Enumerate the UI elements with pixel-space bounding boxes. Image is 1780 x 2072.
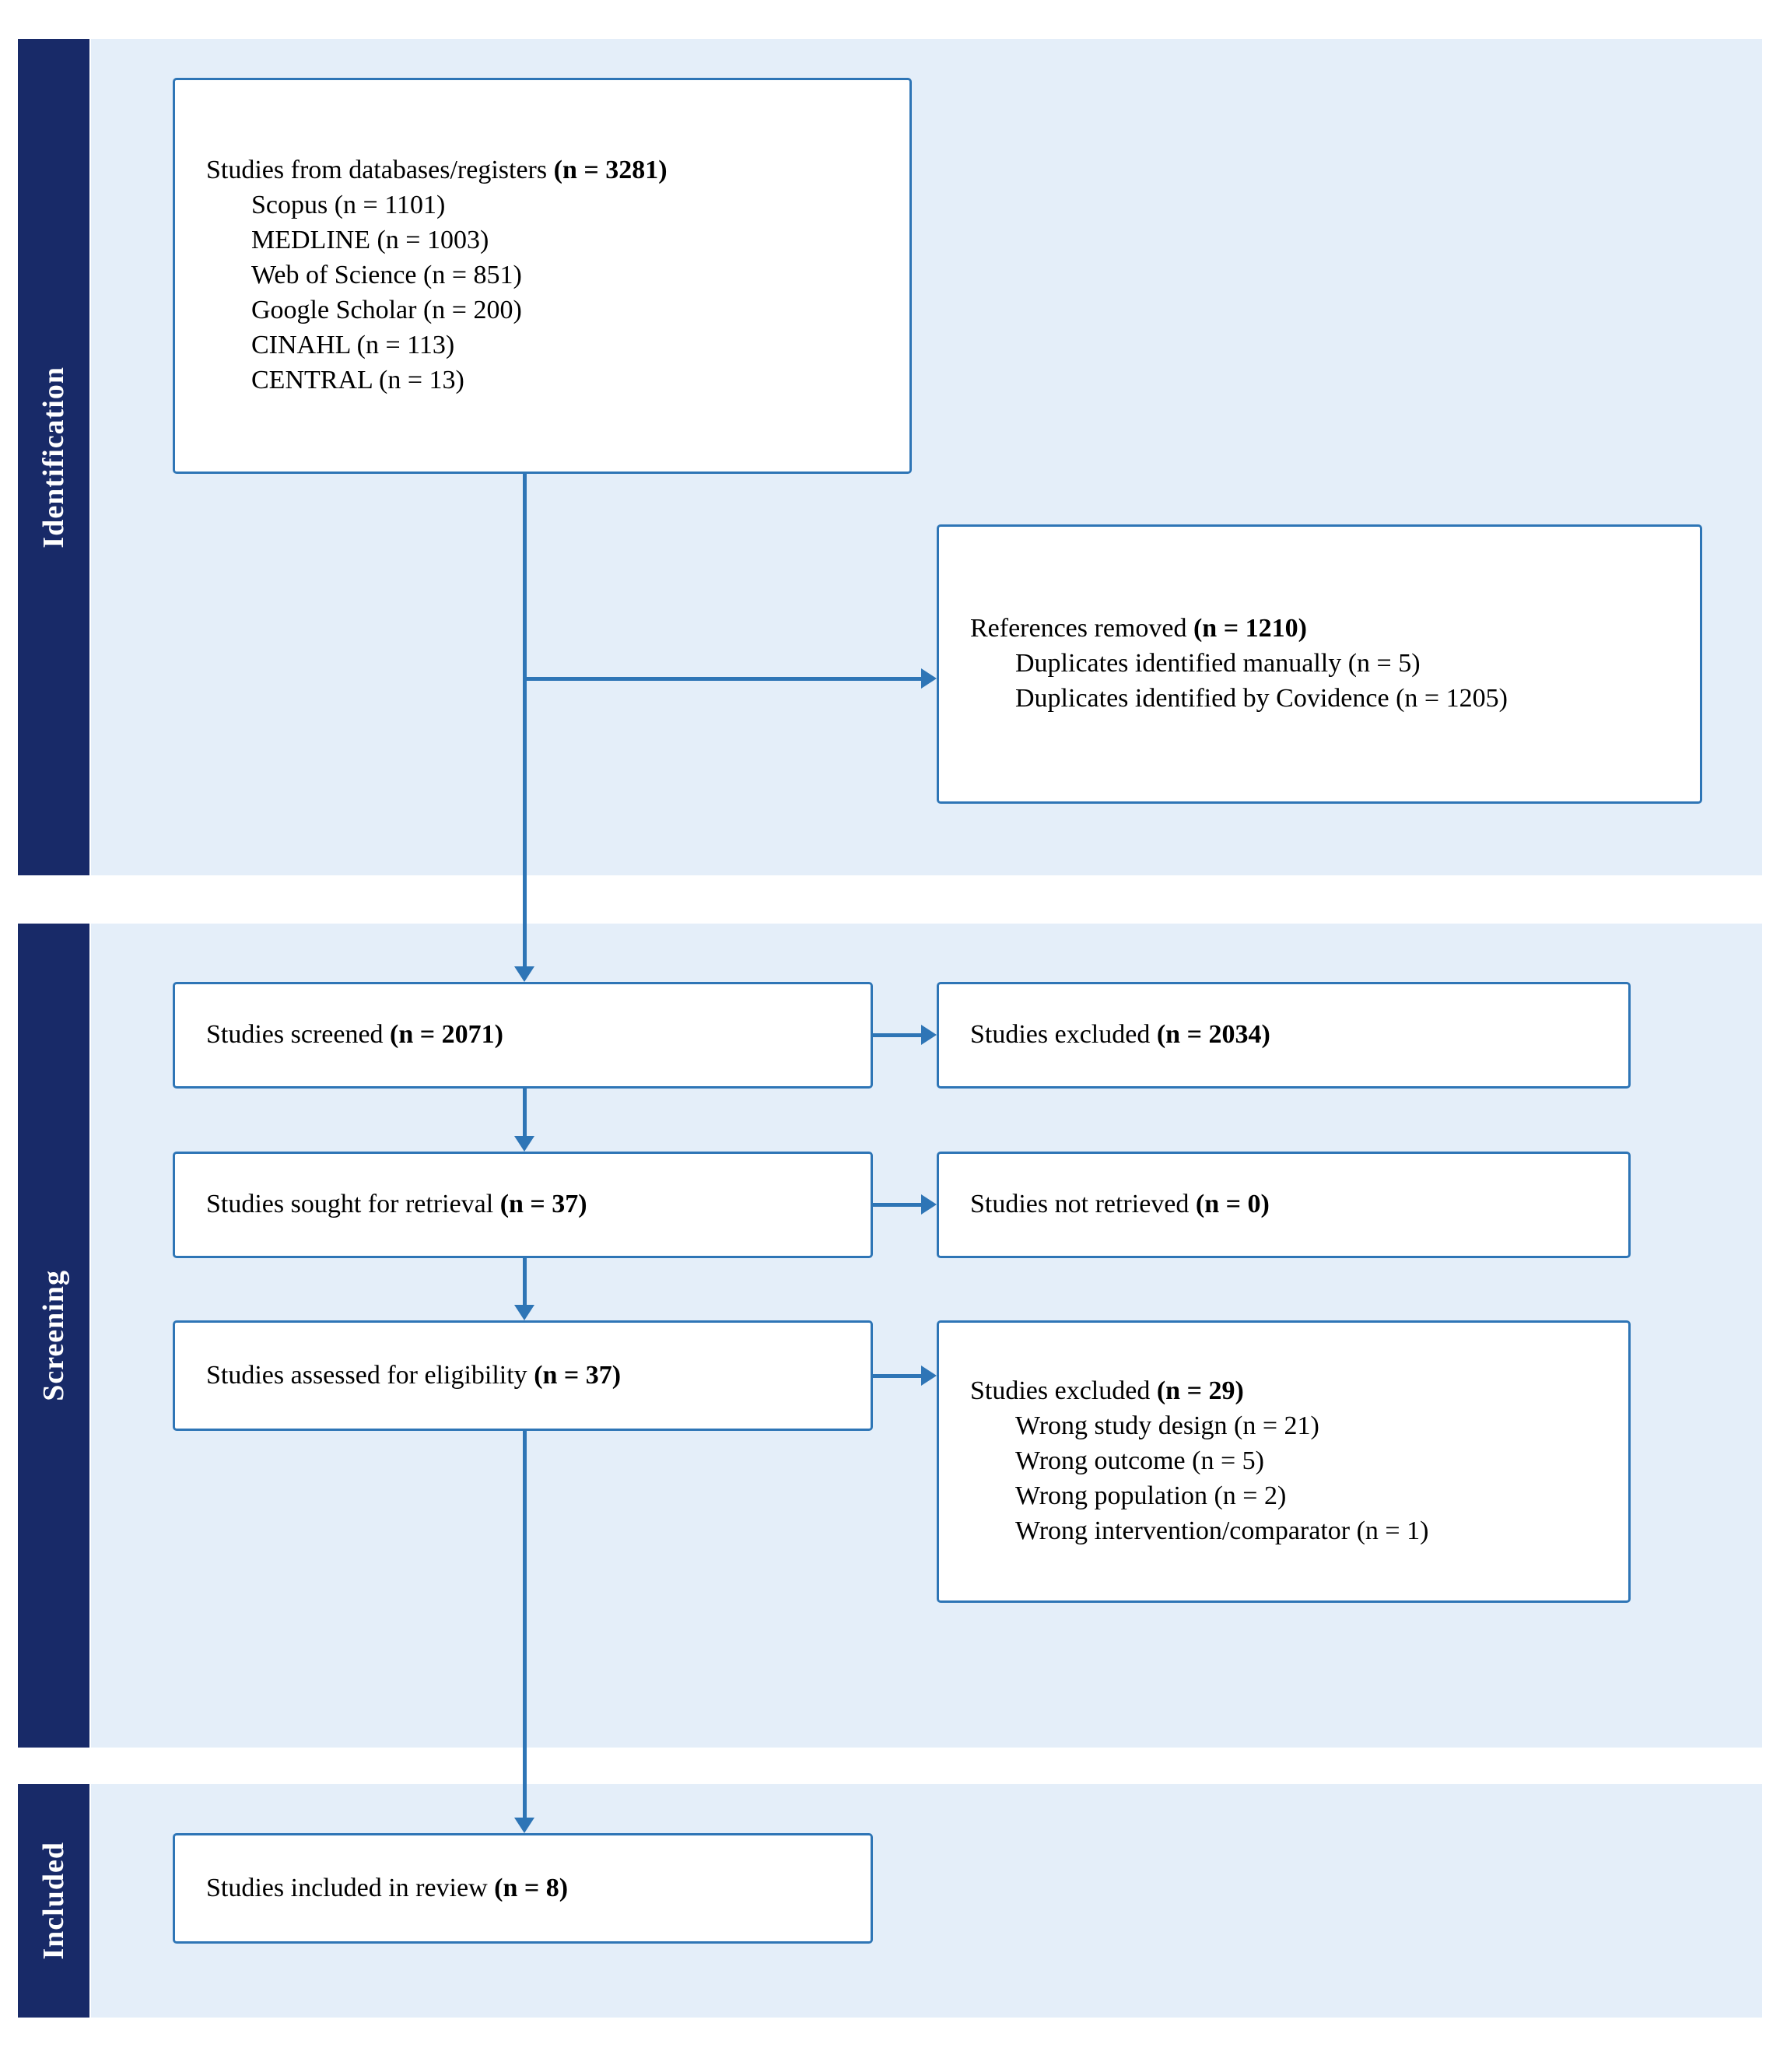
arrow-right-icon <box>921 1194 937 1215</box>
arrow-down-icon <box>514 1136 534 1152</box>
box-item: CINAHL (n = 113) <box>251 330 455 359</box>
box-not-retrieved <box>937 1152 1631 1258</box>
box-screened <box>173 982 873 1089</box>
box-title-text: Studies excluded <box>970 1020 1157 1050</box>
box-item: MEDLINE (n = 1003) <box>251 226 489 255</box>
box-item: Wrong population (n = 2) <box>1015 1481 1287 1510</box>
box-item: Duplicates identified manually (n = 5) <box>1015 649 1421 678</box>
sidebar-screening-label: Screening <box>37 1270 70 1401</box>
sidebar-screening <box>18 924 89 1748</box>
arrow-branch-to-references-removed-line <box>524 677 921 681</box>
arrow-right-icon <box>921 668 937 689</box>
box-title-text: Studies not retrieved <box>970 1190 1196 1219</box>
box-item: Web of Science (n = 851) <box>251 261 522 290</box>
sidebar-included <box>18 1784 89 2018</box>
box-item: Google Scholar (n = 200) <box>251 295 522 324</box>
box-title-text: Studies sought for retrieval <box>206 1190 500 1219</box>
box-title-count: (n = 2034) <box>1156 1020 1270 1050</box>
box-item: Duplicates identified by Covidence (n = 1205) <box>1015 683 1508 713</box>
sidebar-identification <box>18 39 89 875</box>
arrow-right-icon <box>921 1025 937 1045</box>
box-item: Scopus (n = 1101) <box>251 191 446 220</box>
box-item: Wrong outcome (n = 5) <box>1015 1446 1264 1476</box>
box-title <box>206 1187 852 1222</box>
sidebar-included-label: Included <box>37 1842 70 1960</box>
arrow-databases-to-screened-line <box>523 474 527 966</box>
arrow-screened-to-sought-line <box>523 1089 527 1136</box>
box-title-text: Studies screened <box>206 1020 391 1050</box>
box-title-count: (n = 2071) <box>390 1020 503 1050</box>
box-title <box>970 612 1681 647</box>
arrow-down-icon <box>514 1305 534 1320</box>
box-title-count: (n = 29) <box>1156 1376 1244 1406</box>
box-excluded-screening <box>937 982 1631 1089</box>
arrow-sought-to-assessed-line <box>523 1258 527 1305</box>
box-excluded-eligibility <box>937 1320 1631 1603</box>
box-title-count: (n = 0) <box>1195 1190 1270 1219</box>
box-item: Wrong study design (n = 21) <box>1015 1411 1319 1441</box>
box-references-removed <box>937 524 1702 804</box>
box-title-count: (n = 1210) <box>1193 614 1307 643</box>
sidebar-identification-label: Identification <box>37 366 70 549</box>
arrow-sought-to-not-retrieved-line <box>873 1203 921 1207</box>
box-title <box>970 1187 1610 1222</box>
box-title-count: (n = 37) <box>534 1360 622 1390</box>
box-title-text: Studies from databases/registers <box>206 156 554 185</box>
box-databases <box>173 78 912 474</box>
box-title <box>206 1871 852 1906</box>
box-assessed-eligibility <box>173 1320 873 1431</box>
box-title-text: Studies included in review <box>206 1873 495 1902</box>
box-title <box>970 1374 1610 1409</box>
box-title-text: Studies excluded <box>970 1376 1157 1406</box>
box-title-text: Studies assessed for eligibility <box>206 1360 534 1390</box>
arrow-right-icon <box>921 1366 937 1386</box>
box-title <box>206 153 891 188</box>
box-sought-retrieval <box>173 1152 873 1258</box>
box-title <box>970 1018 1610 1053</box>
box-title <box>206 1359 852 1394</box>
arrow-down-icon <box>514 1818 534 1833</box>
box-title <box>206 1018 852 1053</box>
box-title-text: References removed <box>970 614 1193 643</box>
arrow-screened-to-excluded-line <box>873 1033 921 1037</box>
arrow-assessed-to-excluded-line <box>873 1374 921 1378</box>
arrow-down-icon <box>514 966 534 982</box>
arrow-assessed-to-included-line <box>523 1431 527 1818</box>
box-title-count: (n = 37) <box>499 1190 587 1219</box>
box-item: CENTRAL (n = 13) <box>251 365 464 394</box>
box-item: Wrong intervention/comparator (n = 1) <box>1015 1516 1429 1545</box>
box-included-review <box>173 1833 873 1944</box>
box-title-count: (n = 8) <box>494 1873 569 1902</box>
box-title-count: (n = 3281) <box>553 156 668 185</box>
